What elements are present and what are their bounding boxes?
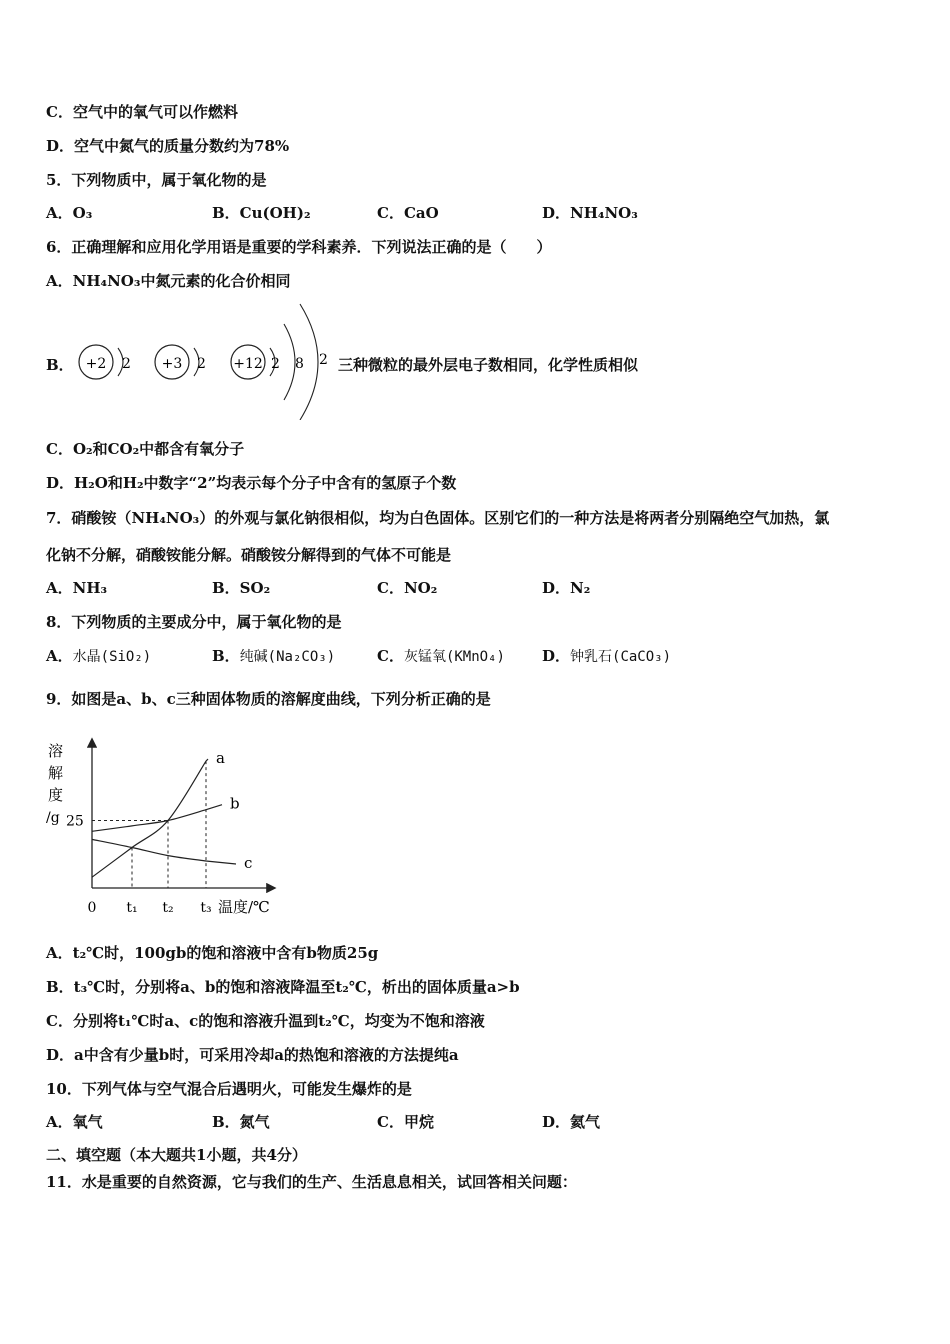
y-label-char-4: /g <box>46 810 60 826</box>
particle-3-nucleus: +12 <box>233 356 263 372</box>
guide-lines <box>92 761 206 888</box>
q8-option-a-text: 水晶(SiO₂) <box>72 649 152 665</box>
q4-option-c: C．空气中的氧气可以作燃料 <box>46 103 238 121</box>
atom-structure-diagrams <box>70 300 340 420</box>
q9-option-b: B．t₃℃时，分别将a、b的饱和溶液降温至t₂℃，析出的固体质量a>b <box>46 978 520 996</box>
particle-2-diagram <box>155 345 206 379</box>
particle-1-diagram <box>79 345 131 379</box>
series-b-label: b <box>230 794 240 813</box>
y-label-char-2: 解 <box>48 764 64 782</box>
particle-3-shell-2: 8 <box>295 356 304 372</box>
q7-option-a: A．NH₃ <box>46 579 108 597</box>
y-tick-label: 25 <box>66 813 84 830</box>
q7-option-b: B．SO₂ <box>212 579 271 597</box>
x-tick-label: t₃ <box>200 900 212 916</box>
q8-option-d-text: 钟乳石(CaCO₃) <box>570 649 672 665</box>
series-c-label: c <box>244 854 253 872</box>
q10-option-b: B．氮气 <box>212 1113 270 1131</box>
q7-option-c: C．NO₂ <box>377 579 438 597</box>
x-tick-label: t₂ <box>162 900 174 916</box>
particle-3-diagram <box>231 304 328 420</box>
q5-option-c: C．CaO <box>377 204 439 222</box>
q6-option-b-label: B． <box>46 356 74 374</box>
q6-option-d: D．H₂O和H₂中数字“2”均表示每个分子中含有的氢原子个数 <box>46 474 457 492</box>
q10-option-d: D．氦气 <box>542 1113 601 1131</box>
q8-option-c <box>377 646 505 667</box>
q5-option-b: B．Cu(OH)₂ <box>212 204 311 222</box>
q7-stem-line-2: 化钠不分解，硝酸铵能分解。硝酸铵分解得到的气体不可能是 <box>46 546 452 564</box>
q8-stem: 8．下列物质的主要成分中，属于氧化物的是 <box>46 613 342 631</box>
particle-1-shell-1: 2 <box>122 356 131 372</box>
q9-option-d: D．a中含有少量b时，可采用冷却a的热饱和溶液的方法提纯a <box>46 1046 459 1064</box>
q8-option-c-text: 灰锰氧(KMnO₄) <box>403 649 505 665</box>
x-tick-label: t₁ <box>126 900 138 916</box>
q8-option-a <box>46 646 151 667</box>
q8-option-b <box>212 646 335 667</box>
section-2-title: 二、填空题（本大题共1小题，共4分） <box>46 1146 307 1164</box>
particle-1-nucleus: +2 <box>85 356 107 372</box>
q10-option-c: C．甲烷 <box>377 1113 434 1131</box>
q5-stem: 5．下列物质中，属于氧化物的是 <box>46 171 267 189</box>
q10-option-a: A．氧气 <box>46 1113 103 1131</box>
particle-3-shell-1: 2 <box>271 356 280 372</box>
q8-option-d <box>542 646 671 667</box>
x-axis-label: 温度/℃ <box>218 898 270 916</box>
q6-stem: 6．正确理解和应用化学用语是重要的学科素养．下列说法正确的是（ ） <box>46 238 552 256</box>
q5-option-a: A．O₃ <box>46 204 93 222</box>
q6-option-a: A．NH₄NO₃中氮元素的化合价相同 <box>46 272 291 290</box>
x-tick-label: 0 <box>87 900 97 916</box>
q9-stem: 9．如图是a、b、c三种固体物质的溶解度曲线，下列分析正确的是 <box>46 690 491 708</box>
q8-option-c-prefix: C． <box>377 647 404 665</box>
q4-option-d: D．空气中氮气的质量分数约为78% <box>46 137 290 155</box>
q6-option-b-text: 三种微粒的最外层电子数相同，化学性质相似 <box>338 356 639 374</box>
q8-option-b-text: 纯碱(Na₂CO₃) <box>239 649 336 665</box>
q6-option-c: C．O₂和CO₂中都含有氧分子 <box>46 440 245 458</box>
series-b-line <box>92 805 222 832</box>
series-group <box>92 749 252 877</box>
series-c-line <box>92 839 236 864</box>
y-label-char-3: 度 <box>48 786 64 804</box>
q8-option-a-prefix: A． <box>46 647 73 665</box>
q10-stem: 10．下列气体与空气混合后遇明火，可能发生爆炸的是 <box>46 1080 412 1098</box>
q8-option-b-prefix: B． <box>212 647 240 665</box>
solubility-chart <box>40 728 290 923</box>
q9-option-a: A．t₂℃时，100gb的饱和溶液中含有b物质25g <box>46 944 379 962</box>
particle-3-shell-3: 2 <box>319 352 328 368</box>
particle-2-nucleus: +3 <box>161 356 183 372</box>
q7-stem-line-1: 7．硝酸铵（NH₄NO₃）的外观与氯化钠很相似，均为白色固体。区别它们的一种方法是将两者分别隔绝空气加热，氯 <box>46 509 830 527</box>
particle-2-shell-1: 2 <box>197 356 206 372</box>
q7-option-d: D．N₂ <box>542 579 591 597</box>
q5-option-d: D．NH₄NO₃ <box>542 204 638 222</box>
series-a-label: a <box>216 749 225 768</box>
tick-labels <box>66 814 212 917</box>
q8-option-d-prefix: D． <box>542 647 571 665</box>
y-label-char-1: 溶 <box>48 742 64 760</box>
q11-stem: 11．水是重要的自然资源，它与我们的生产、生活息息相关，试回答相关问题： <box>46 1173 577 1191</box>
q9-option-c: C．分别将t₁℃时a、c的饱和溶液升温到t₂℃，均变为不饱和溶液 <box>46 1012 485 1030</box>
